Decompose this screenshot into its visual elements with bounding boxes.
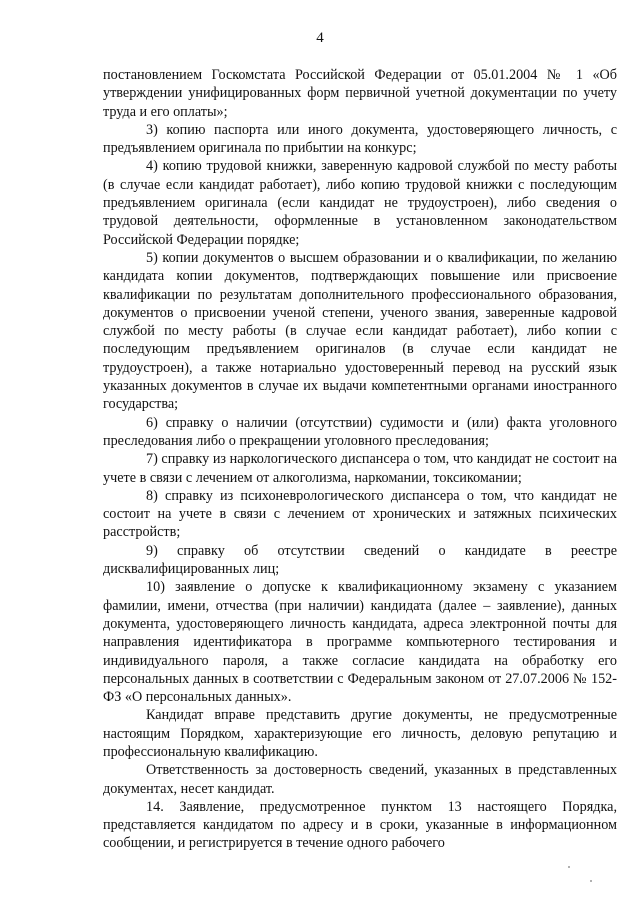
scan-speck: [568, 866, 570, 868]
paragraph-item-9: 9) справку об отсутствии сведений о кандидате в реестре дисквалифицированных лиц;: [103, 542, 617, 578]
paragraph-item-3: 3) копию паспорта или иного документа, удостоверяющего личность, с предъявлением оригинала по прибытии на конкурс;: [103, 121, 617, 157]
paragraph-item-10: 10) заявление о допуске к квалификационному экзамену с указанием фамилии, имени, отчества (при наличии) кандидата (далее – заявление), данных документа, удостоверяющего личность кандидата, адреса электронной почты для направления идентификатора в программе компьютерного тестирования и индивидуального пароля, а также согласие кандидата на обработку его персональных данных в соответствии с Федеральным законом от 27.07.2006 № 152-ФЗ «О персональных данных».: [103, 579, 617, 706]
paragraph-responsibility: Ответственность за достоверность сведений, указанных в представленных документах, несет кандидат.: [103, 762, 617, 797]
paragraph-item-6: 6) справку о наличии (отсутствии) судимости и (или) факта уголовного преследования либо о прекращении уголовного преследования;: [103, 414, 617, 449]
paragraph-item-4: 4) копию трудовой книжки, заверенную кадровой службой по месту работы (в случае если кандидат работает), либо копию трудовой книжки с последующим предъявлением оригинала (если кандидат не трудоустроен), либо сведения о трудовой деятельности, оформленные в установленном законодательством Российской Федерации порядке;: [103, 158, 617, 248]
page-number: 4: [316, 30, 324, 46]
document-body: [103, 66, 617, 853]
scan-speck: [590, 880, 592, 882]
paragraph-item-7: 7) справку из наркологического диспансера о том, что кандидат не состоит на учете в связи с лечением от алкоголизма, наркомании, токсикомании;: [103, 451, 617, 486]
paragraph-clause-14: 14. Заявление, предусмотренное пунктом 13 настоящего Порядка, представляется кандидатом по адресу и в сроки, указанные в информационном сообщении, и регистрируется в течение одного рабочего: [103, 798, 617, 852]
paragraph-continuation: постановлением Госкомстата Российской Федерации от 05.01.2004 № 1 «Об утверждении унифицированных форм первичной учетной документации по учету труда и его оплаты»;: [103, 67, 617, 120]
paragraph-item-5: 5) копии документов о высшем образовании и о квалификации, по желанию кандидата копии документов, подтверждающих повышение или присвоение квалификации по результатам дополнительного профессионального образования, документов о присвоении ученой степени, ученого звания, заверенные кадровой службой по месту работы (в случае если кандидат работает), либо копии с последующим предъявлением оригиналов (в случае если кандидат не трудоустроен), а также нотариально удостоверенный перевод на русский язык указанных документов в случае их выдачи компетентными органами иностранного государства;: [103, 249, 617, 413]
paragraph-item-8: 8) справку из психоневрологического диспансера о том, что кандидат не состоит на учете в связи с лечением от хронических и затяжных психических расстройств;: [103, 487, 617, 541]
paragraph-other-documents: Кандидат вправе представить другие документы, не предусмотренные настоящим Порядком, характеризующие его личность, деловую репутацию и профессиональную квалификацию.: [103, 707, 617, 760]
